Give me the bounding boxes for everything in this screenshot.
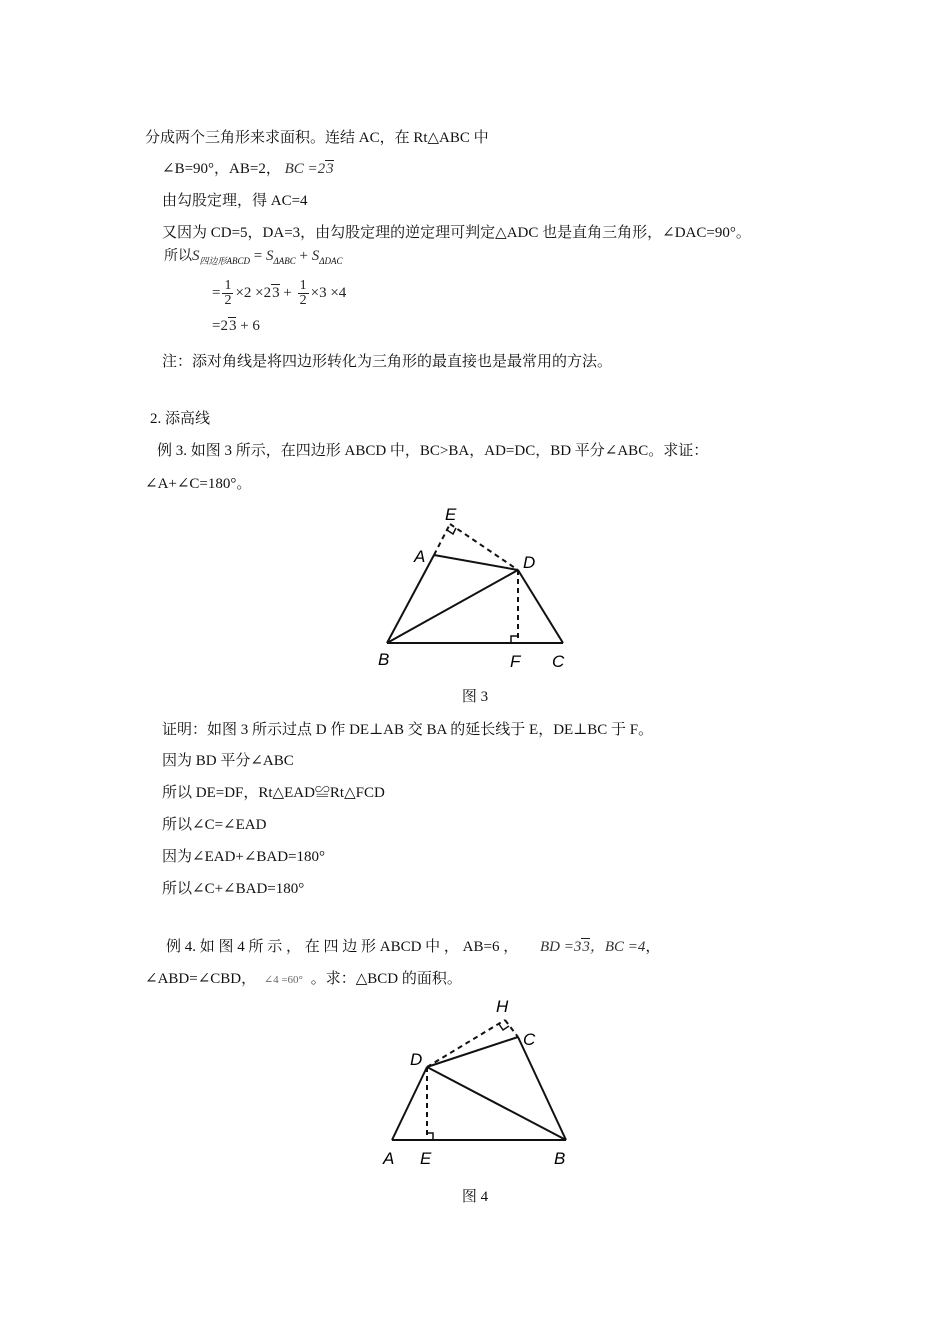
extension-ch (505, 1020, 518, 1037)
bc-value: ，BC =4 (589, 939, 646, 955)
pythagoras-step: 由勾股定理，得 AC=4 (162, 193, 308, 209)
perpendicular-dh (427, 1020, 505, 1067)
figure-4-diagram (375, 990, 590, 1170)
bd-value: BD =33 (539, 939, 590, 955)
plus-sign: + (299, 248, 308, 264)
figure-3-caption: 图 3 (461, 689, 489, 705)
edge-dc (427, 1037, 518, 1067)
converse-pythagoras-step: 又因为 CD=5，DA=3，由勾股定理的逆定理可判定△ADC 也是直角三角形，∠DAC=90°。 (162, 225, 751, 241)
extension-ae (434, 524, 450, 555)
label-c: C (523, 1030, 536, 1049)
figure-4-caption: 图 4 (461, 1189, 489, 1205)
right-angle-f (511, 636, 518, 643)
proof-line-4: 所以∠C=∠EAD (162, 817, 267, 833)
proof-line-6: 所以∠C+∠BAD=180° (162, 881, 305, 897)
right-angle-h (499, 1024, 509, 1030)
label-f: F (510, 652, 521, 671)
example3-statement: 例 3. 如图 3 所示，在四边形 ABCD 中，BC>BA，AD=DC，BD 平分∠ABC。求证： (157, 443, 709, 459)
example4-statement: 例 4. 如 图 4 所 示 ， 在 四 边 形 ABCD 中 ， AB=6 ， BD =33，BC =4， (166, 939, 661, 955)
proof-line-2: 因为 BD 平分∠ABC (162, 753, 294, 769)
area-sum-formula: 所以$S_{四边形ABCD} = S_{\Delta ABC} + S_{\Delta DAC}$ (164, 248, 343, 266)
label-a: A (383, 1149, 395, 1168)
example3-statement-cont: ∠A+∠C=180°。 (145, 476, 252, 492)
edge-ad (392, 1067, 427, 1140)
section-heading-altitude: 2. 添高线 (150, 411, 211, 427)
label-d: D (523, 553, 536, 572)
label-a: A (414, 547, 426, 566)
therefore-label: 所以 (164, 249, 192, 264)
edge-dc (518, 570, 563, 643)
angle-4-value: ∠4 =60° (263, 974, 303, 986)
label-b: B (554, 1149, 566, 1168)
figure-3-diagram (370, 500, 585, 675)
example4-statement-cont: ∠ABD=∠CBD， ∠4 =60° 。求：△BCD 的面积。 (145, 971, 462, 987)
label-h: H (496, 997, 509, 1016)
label-e: E (420, 1149, 432, 1168)
edge-cb (518, 1037, 566, 1140)
quad-subscript: 四边形ABCD (199, 256, 250, 266)
fraction-half-2: $\frac{1}{2}$ (299, 278, 307, 309)
proof-line-1: 证明：如图 3 所示过点 D 作 DE⊥AB 交 BA 的延长线于 E，DE⊥BC 于 F。 (162, 722, 654, 738)
proof-line-3: 所以 DE=DF，Rt△EAD≌Rt△FCD (162, 785, 385, 801)
proof-line-5: 因为∠EAD+∠BAD=180° (162, 849, 326, 865)
given-angle-text: ∠B=90°，AB=2， (162, 161, 281, 177)
diagonal-db (427, 1067, 566, 1140)
label-e: E (445, 505, 457, 524)
given-conditions (162, 159, 334, 179)
note-diagonal: 注：添对角线是将四边形转化为三角形的最直接也是最常用的方法。 (162, 354, 613, 370)
label-b: B (378, 650, 390, 669)
paragraph-split-triangles: 分成两个三角形来求面积。连结 AC，在 Rt△ABC 中 (145, 130, 489, 146)
area-symbol: S (192, 248, 200, 264)
equals-sign: = (253, 248, 263, 264)
triangle-dac-subscript: ΔDAC (319, 256, 343, 266)
triangle-abc-subscript: ΔABC (273, 256, 296, 266)
area-result: =23 + 6 (212, 318, 260, 334)
bc-formula: BC =23 (284, 161, 334, 177)
label-c: C (552, 652, 565, 671)
label-d: D (410, 1050, 423, 1069)
fraction-half: $\frac{1}{2}$ (224, 278, 232, 309)
area-calculation-step1: = $\frac{1}{2}$ ×2 ×23 + $\frac{1}{2}$ ×3 ×4 (212, 278, 347, 309)
